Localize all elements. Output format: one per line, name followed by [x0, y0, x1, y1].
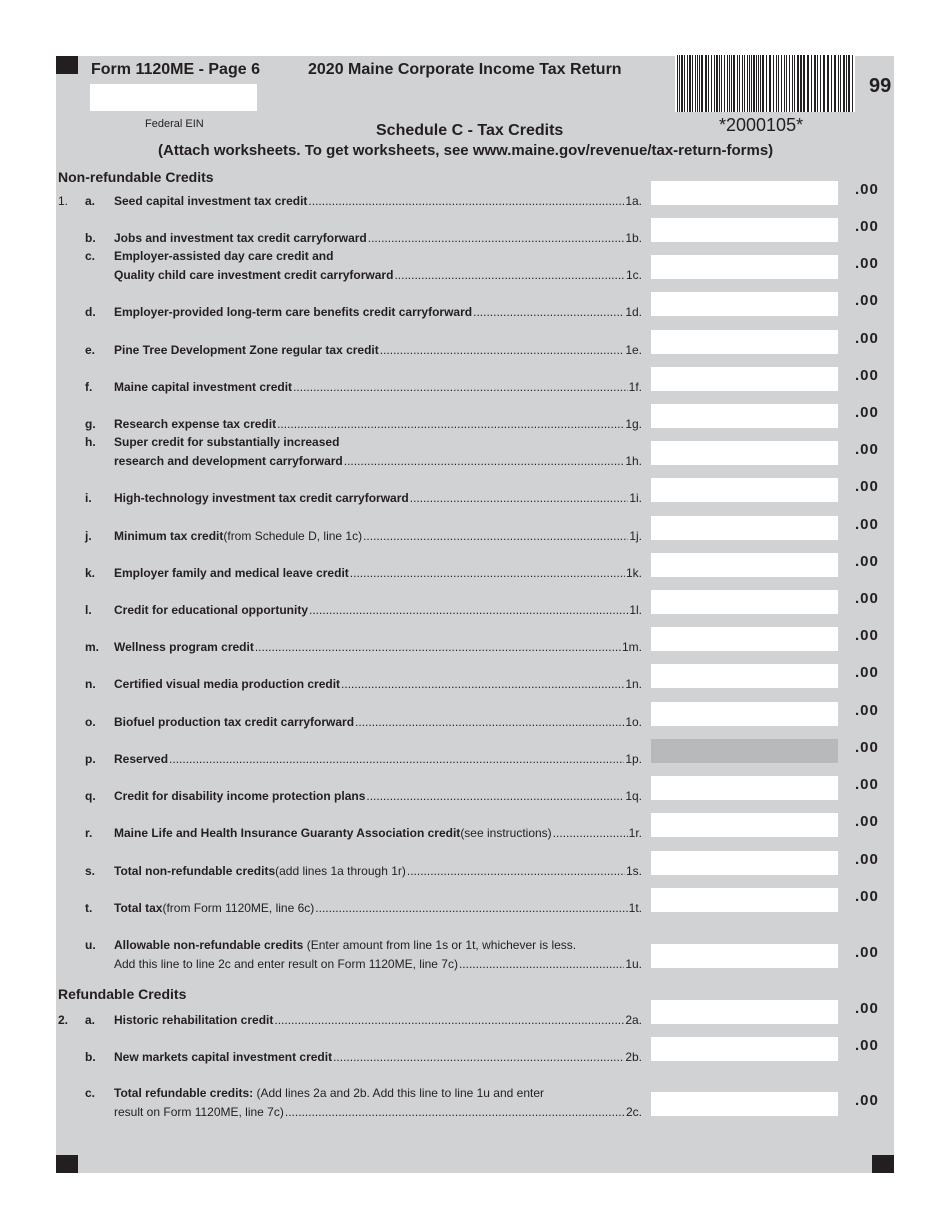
- leader-dots: [407, 864, 625, 879]
- line-reference: 1s.: [625, 864, 642, 878]
- line-letter: u.: [85, 938, 96, 952]
- amount-input[interactable]: [651, 1092, 838, 1116]
- line-reference: 1o.: [625, 715, 642, 729]
- line-description: [114, 529, 642, 544]
- barcode-bar: [695, 55, 696, 112]
- line-description-bold: Research expense tax credit: [114, 417, 277, 431]
- barcode-bar: [834, 55, 836, 112]
- line-description-note: (see instructions): [460, 826, 552, 840]
- line-letter: f.: [85, 380, 93, 394]
- cents-label: .00: [855, 255, 879, 272]
- line-description: [114, 640, 642, 655]
- line-letter: n.: [85, 677, 96, 691]
- barcode-bar: [721, 55, 722, 112]
- line-description-note: result on Form 1120ME, line 7c): [114, 1105, 284, 1119]
- leader-dots: [169, 752, 624, 767]
- cents-label: .00: [855, 330, 879, 347]
- line-description-bold: Seed capital investment tax credit: [114, 194, 308, 208]
- corner-mark-top-left: [56, 56, 78, 74]
- line-description-text: Super credit for substantially increased: [114, 435, 340, 449]
- barcode-bar: [843, 55, 845, 112]
- line-description-note: (from Form 1120ME, line 6c): [162, 901, 315, 915]
- barcode-number: *2000105*: [719, 115, 804, 135]
- line-description-bold: Allowable non-refundable credits: [114, 938, 304, 952]
- barcode-image: [675, 55, 855, 112]
- leader-dots: [350, 566, 625, 581]
- amount-input[interactable]: [651, 292, 838, 316]
- cents-label: .00: [855, 851, 879, 868]
- leader-dots: [363, 529, 628, 544]
- amount-input[interactable]: [651, 218, 838, 242]
- line-description-bold: Pine Tree Development Zone regular tax credit: [114, 343, 379, 357]
- line-letter: g.: [85, 417, 96, 431]
- barcode-bar: [677, 55, 678, 112]
- leader-dots: [380, 343, 625, 358]
- leader-dots: [255, 640, 621, 655]
- line-description-bold: Biofuel production tax credit carryforward: [114, 715, 355, 729]
- cents-label: .00: [855, 776, 879, 793]
- leader-dots: [309, 603, 628, 618]
- line-description-bold: Wellness program credit: [114, 640, 254, 654]
- barcode-bar: [852, 55, 853, 112]
- line-description-bold: Credit for educational opportunity: [114, 603, 308, 617]
- line-description-bold: research and development carryforward: [114, 454, 343, 468]
- line-letter: k.: [85, 566, 96, 580]
- amount-input: [651, 739, 838, 763]
- barcode-bar: [699, 55, 700, 112]
- line-letter: t.: [85, 901, 93, 915]
- leader-dots: [459, 957, 624, 972]
- barcode-bar: [744, 55, 745, 112]
- amount-input[interactable]: [651, 702, 838, 726]
- amount-input[interactable]: [651, 1000, 838, 1024]
- barcode-bar: [708, 55, 709, 112]
- line-description-bold: New markets capital investment credit: [114, 1050, 333, 1064]
- barcode-bar: [773, 55, 774, 112]
- barcode-bar: [742, 55, 743, 112]
- cents-label: .00: [855, 590, 879, 607]
- cents-label: .00: [855, 404, 879, 421]
- line-reference: 2c.: [625, 1105, 642, 1119]
- line-description-bold: Total refundable credits:: [114, 1086, 254, 1100]
- amount-input[interactable]: [651, 478, 838, 502]
- barcode-bar: [814, 55, 816, 112]
- line-description-bold: Quality child care investment credit carryforward: [114, 268, 394, 282]
- line-reference: 2a.: [625, 1013, 642, 1027]
- line-description-bold: Jobs and investment tax credit carryforward: [114, 231, 367, 245]
- line-reference: 1n.: [625, 677, 642, 691]
- cents-label: .00: [855, 813, 879, 830]
- line-description: [114, 343, 642, 358]
- amount-input[interactable]: [651, 553, 838, 577]
- form-page-label: Form 1120ME - Page 6: [91, 61, 260, 78]
- line-description-note: (Enter amount from line 1s or 1t, whichever is less.: [303, 938, 577, 952]
- line-reference: 1r.: [628, 826, 642, 840]
- amount-input[interactable]: [651, 1037, 838, 1061]
- leader-dots: [410, 491, 629, 506]
- line-letter: p.: [85, 752, 96, 766]
- leader-dots: [368, 231, 625, 246]
- line-letter: c.: [85, 1086, 96, 1100]
- amount-input[interactable]: [651, 367, 838, 391]
- line-reference: 1e.: [625, 343, 642, 357]
- line-2-number: 2.: [58, 1013, 69, 1027]
- line-description: [114, 864, 642, 879]
- barcode-bar: [762, 55, 764, 112]
- barcode-bar: [848, 55, 850, 112]
- line-description-bold: Certified visual media production credit: [114, 677, 341, 691]
- barcode-bar: [684, 55, 685, 112]
- cents-label: .00: [855, 702, 879, 719]
- line-description: [114, 491, 642, 506]
- line-description-bold: Maine capital investment credit: [114, 380, 293, 394]
- line-description-bold: Historic rehabilitation credit: [114, 1013, 274, 1027]
- barcode-bar: [776, 55, 777, 112]
- barcode-bar: [807, 55, 809, 112]
- cents-label: .00: [855, 888, 879, 905]
- line-description-note: (from Schedule D, line 1c): [223, 529, 363, 543]
- form-title: 2020 Maine Corporate Income Tax Return: [308, 61, 622, 78]
- line-description-bold: Minimum tax credit: [114, 529, 224, 543]
- amount-input[interactable]: [651, 441, 838, 465]
- nonrefundable-credits-heading: Non-refundable Credits: [58, 169, 214, 185]
- amount-input[interactable]: [651, 627, 838, 651]
- line-description: [114, 268, 642, 283]
- amount-input[interactable]: [651, 516, 838, 540]
- line-description: [114, 380, 642, 395]
- amount-input[interactable]: [651, 813, 838, 837]
- barcode-bar: [817, 55, 818, 112]
- barcode-bar: [827, 55, 829, 112]
- line-description: [114, 194, 642, 209]
- line-reference: 1l.: [629, 603, 642, 617]
- line-letter: d.: [85, 305, 96, 319]
- line-reference: 1p.: [625, 752, 642, 766]
- barcode-bar: [831, 55, 832, 112]
- line-description-first: [114, 1086, 642, 1100]
- line-description-bold: Credit for disability income protection plans: [114, 789, 366, 803]
- line-letter: m.: [85, 640, 100, 654]
- line-1-number: 1.: [58, 194, 69, 208]
- barcode-bar: [687, 55, 688, 112]
- barcode-bar: [689, 55, 691, 112]
- line-description: [114, 826, 642, 841]
- cents-label: .00: [855, 441, 879, 458]
- leader-dots: [344, 454, 625, 469]
- amount-input[interactable]: [651, 404, 838, 428]
- cents-label: .00: [855, 181, 879, 198]
- line-description-first: [114, 435, 642, 449]
- barcode-bar: [714, 55, 715, 112]
- barcode-bar: [724, 55, 725, 112]
- line-letter: s.: [85, 864, 96, 878]
- line-description: [114, 417, 642, 432]
- line-description: [114, 901, 642, 916]
- barcode-bar: [737, 55, 738, 112]
- cents-label: .00: [855, 944, 879, 961]
- line-description: [114, 603, 642, 618]
- cents-label: .00: [855, 739, 879, 756]
- cents-label: .00: [855, 627, 879, 644]
- amount-input[interactable]: [651, 181, 838, 205]
- line-reference: 1f.: [628, 380, 642, 394]
- barcode-bar: [692, 55, 693, 112]
- barcode-bar: [846, 55, 847, 112]
- amount-input[interactable]: [651, 255, 838, 279]
- line-reference: 1t.: [628, 901, 642, 915]
- refundable-credits-heading: Refundable Credits: [58, 986, 187, 1002]
- barcode-bar: [794, 55, 795, 112]
- leader-dots: [285, 1105, 625, 1120]
- barcode-bar: [749, 55, 750, 112]
- barcode-bar: [758, 55, 759, 112]
- line-reference: 1j.: [629, 529, 642, 543]
- leader-dots: [315, 901, 627, 916]
- line-description: [114, 305, 642, 320]
- barcode-bar: [797, 55, 799, 112]
- corner-mark-bottom-right: [872, 1155, 894, 1173]
- line-letter: a.: [85, 194, 96, 208]
- line-letter: a.: [85, 1013, 96, 1027]
- barcode-bar: [800, 55, 802, 112]
- cents-label: .00: [855, 292, 879, 309]
- barcode-bar: [747, 55, 748, 112]
- line-reference: 1i.: [629, 491, 642, 505]
- federal-ein-label: Federal EIN: [145, 118, 204, 130]
- form-code: 99: [869, 75, 892, 97]
- line-description-first: [114, 249, 642, 263]
- line-letter: e.: [85, 343, 96, 357]
- cents-label: .00: [855, 1092, 879, 1109]
- line-reference: 1c.: [625, 268, 642, 282]
- leader-dots: [355, 715, 624, 730]
- line-reference: 1q.: [625, 789, 642, 803]
- barcode-bar: [727, 55, 728, 112]
- leader-dots: [277, 417, 624, 432]
- barcode-bar: [838, 55, 839, 112]
- line-description: [114, 566, 642, 581]
- barcode-bar: [760, 55, 761, 112]
- line-description: [114, 752, 642, 767]
- line-reference: 1m.: [621, 640, 642, 654]
- barcode-bar: [789, 55, 790, 112]
- line-description: [114, 454, 642, 469]
- leader-dots: [473, 305, 624, 320]
- line-description-bold: Employer family and medical leave credit: [114, 566, 349, 580]
- barcode-bar: [820, 55, 821, 112]
- line-letter: q.: [85, 789, 96, 803]
- amount-input[interactable]: [651, 590, 838, 614]
- line-description: [114, 1105, 642, 1120]
- line-description-text: Employer-assisted day care credit and: [114, 249, 334, 263]
- cents-label: .00: [855, 1037, 879, 1054]
- cents-label: .00: [855, 664, 879, 681]
- amount-input[interactable]: [651, 944, 838, 968]
- barcode-bar: [711, 55, 712, 112]
- line-reference: 1d.: [625, 305, 642, 319]
- barcode-bar: [733, 55, 735, 112]
- line-reference: 1k.: [625, 566, 642, 580]
- federal-ein-field[interactable]: [90, 84, 257, 111]
- line-description-bold: Maine Life and Health Insurance Guaranty Association credit: [114, 826, 461, 840]
- line-reference: 1u.: [625, 957, 642, 971]
- line-description: [114, 231, 642, 246]
- line-description-note: Add this line to line 2c and enter result on Form 1120ME, line 7c): [114, 957, 458, 971]
- leader-dots: [274, 1013, 624, 1028]
- line-description-note: (add lines 1a through 1r): [275, 864, 406, 878]
- barcode-bar: [716, 55, 718, 112]
- leader-dots: [308, 194, 624, 209]
- barcode-bar: [769, 55, 771, 112]
- barcode-bar: [719, 55, 720, 112]
- line-letter: b.: [85, 231, 96, 245]
- line-reference: 1b.: [625, 231, 642, 245]
- barcode-bar: [739, 55, 740, 112]
- line-description-bold: High-technology investment tax credit carryforward: [114, 491, 409, 505]
- schedule-title: Schedule C - Tax Credits: [376, 122, 564, 139]
- line-description-bold: Employer-provided long-term care benefits credit carryforward: [114, 305, 473, 319]
- schedule-subtitle: (Attach worksheets. To get worksheets, see www.maine.gov/revenue/tax-return-forms): [158, 142, 774, 159]
- line-description: [114, 789, 642, 804]
- line-description: [114, 1050, 642, 1065]
- leader-dots: [366, 789, 624, 804]
- line-description-bold: Total non-refundable credits: [114, 864, 276, 878]
- barcode-bar: [679, 55, 680, 112]
- line-description: [114, 677, 642, 692]
- barcode-bar: [697, 55, 698, 112]
- barcode-bar: [803, 55, 805, 112]
- barcode-bar: [753, 55, 755, 112]
- line-letter: i.: [85, 491, 92, 505]
- line-description-first: [114, 938, 642, 952]
- line-letter: j.: [85, 529, 92, 543]
- line-reference: 2b.: [625, 1050, 642, 1064]
- amount-input[interactable]: [651, 851, 838, 875]
- cents-label: .00: [855, 1000, 879, 1017]
- barcode-bar: [705, 55, 707, 112]
- corner-mark-bottom-left: [56, 1155, 78, 1173]
- line-description: [114, 957, 642, 972]
- line-description-bold: Reserved: [114, 752, 169, 766]
- line-letter: c.: [85, 249, 96, 263]
- barcode-bar: [811, 55, 812, 112]
- line-description-note: (Add lines 2a and 2b. Add this line to line 1u and enter: [253, 1086, 545, 1100]
- barcode-bar: [786, 55, 787, 112]
- line-letter: b.: [85, 1050, 96, 1064]
- line-reference: 1h.: [625, 454, 642, 468]
- barcode-bar: [823, 55, 825, 112]
- line-letter: r.: [85, 826, 93, 840]
- line-letter: l.: [85, 603, 92, 617]
- line-reference: 1a.: [625, 194, 642, 208]
- leader-dots: [341, 677, 624, 692]
- barcode-bar: [778, 55, 779, 112]
- leader-dots: [333, 1050, 624, 1065]
- amount-input[interactable]: [651, 664, 838, 688]
- amount-input[interactable]: [651, 330, 838, 354]
- cents-label: .00: [855, 478, 879, 495]
- line-description-bold: Total tax: [114, 901, 163, 915]
- barcode-bar: [681, 55, 683, 112]
- leader-dots: [394, 268, 625, 283]
- line-description: [114, 715, 642, 730]
- barcode-bar: [840, 55, 841, 112]
- line-letter: o.: [85, 715, 96, 729]
- amount-input[interactable]: [651, 776, 838, 800]
- cents-label: .00: [855, 367, 879, 384]
- line-letter: h.: [85, 435, 96, 449]
- cents-label: .00: [855, 553, 879, 570]
- barcode-bar: [701, 55, 703, 112]
- barcode-bar: [781, 55, 782, 112]
- barcode-bar: [756, 55, 757, 112]
- cents-label: .00: [855, 516, 879, 533]
- barcode-bar: [784, 55, 785, 112]
- amount-input[interactable]: [651, 888, 838, 912]
- line-reference: 1g.: [625, 417, 642, 431]
- leader-dots: [553, 826, 628, 841]
- cents-label: .00: [855, 218, 879, 235]
- barcode-bar: [766, 55, 767, 112]
- leader-dots: [293, 380, 628, 395]
- barcode-bar: [729, 55, 730, 112]
- barcode-bar: [792, 55, 793, 112]
- line-description: [114, 1013, 642, 1028]
- barcode-bar: [731, 55, 732, 112]
- barcode-bar: [751, 55, 752, 112]
